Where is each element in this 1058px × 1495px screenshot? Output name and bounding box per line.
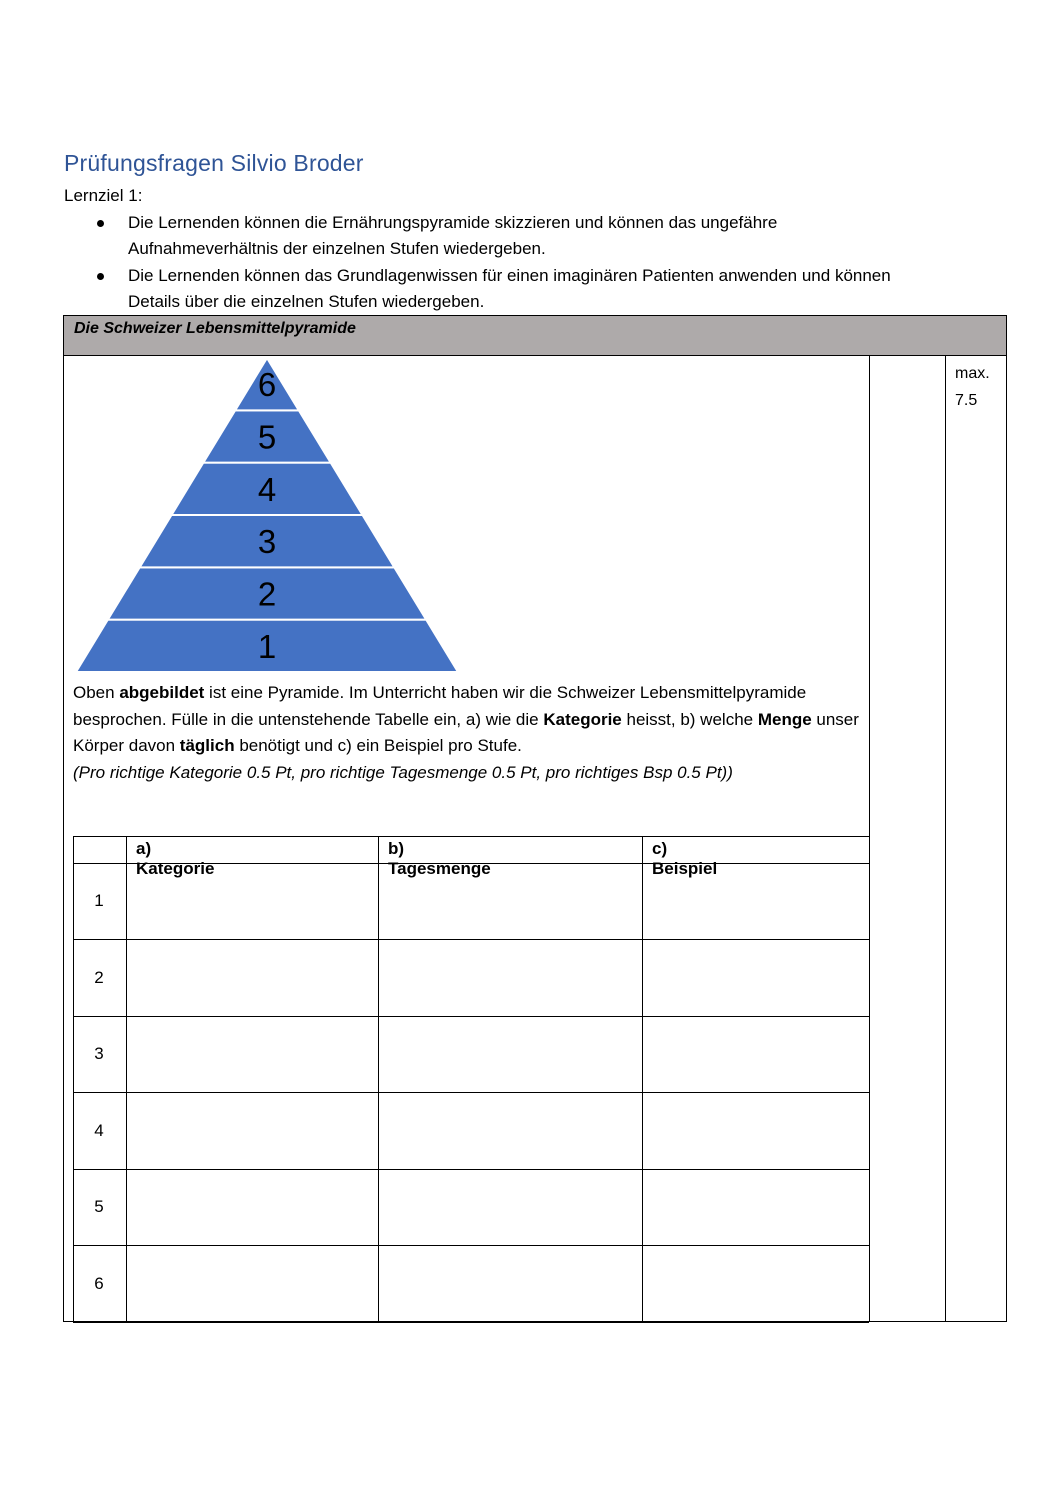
table-row-line (73, 1322, 869, 1323)
max-points-value: 7.5 (955, 392, 978, 409)
table-column-header: b) Tagesmenge (388, 839, 491, 878)
learning-goal-line: Details über die einzelnen Stufen wiedergeben. (128, 292, 485, 311)
answer-cell[interactable] (379, 1170, 642, 1245)
table-column-header: c) Beispiel (652, 839, 718, 878)
pyramid-level-label: 6 (257, 366, 277, 404)
answer-cell[interactable] (643, 940, 869, 1016)
task-heading: Die Schweizer Lebensmittelpyramide (74, 320, 356, 337)
instruction-text: benötigt und c) ein Beispiel pro Stufe. (234, 736, 522, 755)
instruction-text: ist eine Pyramide. Im Unterricht haben wir die Schweizer Lebensmittelpyramide besprochen. Fülle in die untenstehende Tabelle ein, a) wie die (73, 683, 807, 729)
answer-cell[interactable] (379, 940, 642, 1016)
pyramid-level-label: 2 (257, 575, 277, 613)
table-column-line (869, 836, 870, 1322)
instruction-paragraph (73, 680, 863, 760)
answer-cell[interactable] (643, 1093, 869, 1169)
task-instruction (73, 680, 863, 786)
lernziel-label: Lernziel 1: (64, 186, 143, 205)
answer-cell[interactable] (379, 1093, 642, 1169)
answer-cell[interactable] (379, 1017, 642, 1092)
table-column-header: a) Kategorie (136, 839, 215, 878)
answer-cell[interactable] (127, 1246, 378, 1322)
answer-cell[interactable] (643, 1017, 869, 1092)
max-points (955, 360, 990, 414)
answer-cell[interactable] (127, 1017, 378, 1092)
learning-goal-line: Die Lernenden können die Ernährungspyramide skizzieren und können das ungefähre (128, 213, 778, 232)
max-points-label: max. (955, 365, 990, 382)
answer-cell[interactable] (643, 1246, 869, 1322)
scoring-note: (Pro richtige Kategorie 0.5 Pt, pro richtige Tagesmenge 0.5 Pt, pro richtiges Bsp 0.5 Pt)) (73, 762, 733, 782)
instruction-bold: täglich (179, 736, 235, 755)
answer-cell[interactable] (127, 864, 378, 939)
answer-cell[interactable] (643, 1170, 869, 1245)
pyramid-level-label: 4 (257, 470, 277, 508)
pyramid-level-label: 5 (257, 418, 277, 456)
answer-cell[interactable] (127, 1170, 378, 1245)
table-row-line (73, 836, 869, 837)
table-row-number: 5 (94, 1197, 104, 1216)
table-row-number: 3 (94, 1044, 104, 1063)
task-heading-bar (63, 315, 1007, 356)
pyramid-level-label: 3 (257, 523, 277, 561)
column-divider (945, 356, 946, 1322)
instruction-bold: Kategorie (543, 709, 622, 729)
table-row-number: 6 (94, 1273, 104, 1293)
learning-goal-line: Die Lernenden können das Grundlagenwissen für einen imaginären Patienten anwenden und können (128, 266, 891, 285)
answer-cell[interactable] (379, 864, 642, 939)
table-row-number: 2 (94, 967, 104, 987)
bullet-dot-icon (97, 273, 104, 280)
pyramid-level-label: 1 (257, 627, 277, 665)
instruction-bold: abgebildet (119, 683, 205, 702)
table-row-number: 4 (94, 1120, 104, 1140)
answer-cell[interactable] (127, 1093, 378, 1169)
instruction-text: heisst, b) welche (621, 709, 758, 729)
food-pyramid (76, 358, 460, 674)
page-title: Prüfungsfragen Silvio Broder (64, 150, 364, 176)
answer-cell[interactable] (127, 940, 378, 1016)
learning-goal-line: Aufnahmeverhältnis der einzelnen Stufen wiedergeben. (128, 239, 546, 258)
instruction-text: unser Körper davon (73, 709, 859, 755)
bullet-dot-icon (97, 220, 104, 227)
answer-cell[interactable] (643, 864, 869, 939)
instruction-bold: Menge (757, 709, 812, 729)
instruction-text: Oben (73, 683, 120, 702)
answer-cell[interactable] (379, 1246, 642, 1322)
table-row-number: 1 (94, 891, 104, 910)
